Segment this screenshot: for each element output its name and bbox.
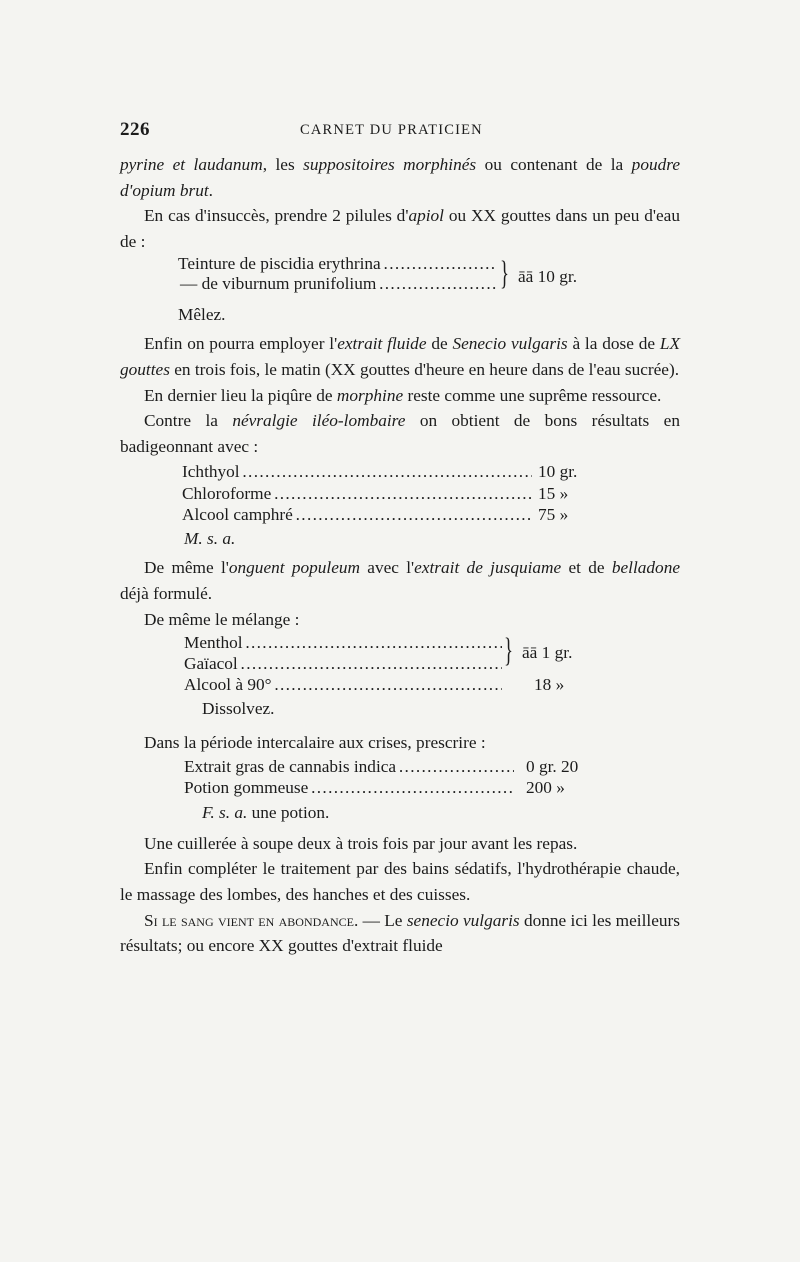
prescription-2	[182, 459, 632, 549]
rx1-line-1: Teinture de piscidia erythrina . . .	[178, 254, 496, 274]
rx4-item-name: Extrait gras de cannabis indica . . .	[184, 756, 514, 777]
rx3-line-1: Menthol . . .	[184, 632, 502, 653]
p11-small-caps-heading: Si le sang vient en abondance.	[144, 910, 359, 930]
rx2-item-dose: 10 gr.	[538, 462, 578, 482]
paragraph-3	[120, 331, 680, 382]
p1-text-d: ou contenant de la	[476, 155, 632, 174]
rx4-row	[184, 777, 644, 798]
p11-text-d: donne ici les meilleurs résultats; ou encore XX gouttes d'extrait fluide	[120, 910, 680, 956]
rx2-item-dose: 75 »	[538, 505, 569, 525]
rx3-brace: }	[504, 632, 513, 670]
p3-italic-d: Senecio vulgaris	[452, 334, 568, 354]
p10-text-a: Enfin compléter le traitement par des bains sédatifs, l'hydrothérapie chaude, le massage des lombes, des hanches et des cuisses.	[120, 859, 680, 904]
rx2-row	[182, 504, 632, 526]
p6-text-c: avec l'	[360, 558, 415, 578]
paragraph-4	[120, 383, 680, 409]
rx2-instruction	[182, 526, 632, 550]
p6-text-a: De même l'	[144, 558, 229, 578]
p3-text-e: à la dose de	[567, 334, 660, 354]
p2-italic-b: apiol	[408, 206, 444, 226]
rx2-item-dose: 15 »	[538, 483, 569, 503]
paragraph-8	[120, 730, 680, 756]
paragraph-5	[120, 408, 680, 459]
rx2-item-name: Alcool camphré . . .	[182, 504, 532, 526]
p11-italic-c: senecio vulgaris	[406, 910, 520, 930]
p3-text-a: Enfin on pourra employer l'	[144, 334, 338, 354]
rx3-line-3: Alcool à 90° . . .	[184, 674, 502, 695]
p11-text-b: — Le	[358, 910, 407, 930]
p4-italic-b: morphine	[336, 385, 404, 405]
p1-italic-e: poudre d'opium brut	[120, 155, 680, 200]
p1-text-b: , les	[262, 155, 304, 174]
paragraph-10	[120, 856, 680, 907]
p5-text-c: on obtient de bons résultats en badigeonnant avec :	[120, 411, 680, 456]
prescription-1	[178, 254, 578, 331]
rx1-dose: āā 10 gr.	[518, 267, 578, 287]
rx1-brace: }	[500, 255, 509, 293]
prescription-4	[184, 756, 644, 823]
rx2-instruction-text: M. s. a.	[184, 528, 236, 548]
rx2-row	[182, 483, 632, 505]
p6-italic-d: extrait de jusquiame	[414, 558, 562, 578]
rx2-row	[182, 461, 632, 483]
p3-text-g: en trois fois, le matin (XX gouttes d'heure en heure dans de l'eau sucrée).	[169, 359, 680, 379]
p4-text-a: En dernier lieu la piqûre de	[144, 385, 337, 405]
rx1-line-2-text: — de viburnum prunifolium	[180, 274, 377, 294]
p6-italic-f: belladone	[611, 558, 681, 578]
p6-text-g: déjà formulé.	[120, 583, 213, 603]
p2-text-a: En cas d'insuccès, prendre 2 pilules d'	[144, 206, 409, 226]
paragraph-6	[120, 555, 680, 606]
rx3-dose: āā 1 gr.	[522, 643, 573, 663]
p3-italic-f: LX gouttes	[120, 334, 681, 379]
page-body	[120, 152, 680, 959]
prescription-3	[184, 632, 624, 724]
rx3-line-2: Gaïacol . . .	[184, 653, 502, 674]
p3-text-c: de	[426, 334, 453, 354]
rx4-instruction	[184, 798, 644, 823]
p5-italic-b: névralgie iléo-lombaire	[232, 411, 406, 431]
rx4-item-name: Potion gommeuse . . .	[184, 777, 514, 798]
p7-text-a: De même le mélange :	[144, 609, 300, 629]
paragraph-1	[120, 152, 680, 203]
p1-text-f: .	[208, 180, 213, 200]
paragraph-2	[120, 203, 680, 254]
p5-text-a: Contre la	[144, 411, 233, 431]
p3-italic-b: extrait fluide	[337, 334, 427, 354]
page-number: 226	[120, 119, 150, 140]
rx1-line-2	[178, 274, 496, 294]
running-title: CARNET DU PRATICIEN	[300, 122, 483, 138]
rx3-instruction: Dissolvez.	[202, 699, 275, 719]
p9-text-a: Une cuillerée à soupe deux à trois fois par jour avant les repas.	[144, 833, 578, 853]
rx4-item-dose: 0 gr. 20	[526, 756, 579, 776]
rx4-row	[184, 756, 644, 777]
paragraph-7	[120, 607, 680, 633]
p6-italic-b: onguent populeum	[228, 558, 360, 578]
rx4-instruction-text: une potion.	[247, 802, 330, 822]
rx1-instruction: Mêlez.	[178, 305, 226, 325]
rx4-instruction-italic: F. s. a.	[202, 802, 248, 822]
p1-italic-a: pyrine et laudanum	[120, 155, 263, 174]
page-header	[120, 119, 690, 143]
p2-text-c: ou XX gouttes dans un peu d'eau de :	[120, 206, 680, 251]
rx2-item-name: Ichthyol . . .	[182, 461, 532, 483]
paragraph-9	[120, 831, 680, 857]
p6-text-e: et de	[561, 558, 612, 578]
p8-text-a: Dans la période intercalaire aux crises, prescrire :	[144, 733, 486, 753]
rx4-item-dose: 200 »	[526, 777, 565, 797]
rx3-line-3-dose: 18 »	[534, 675, 565, 695]
paragraph-11	[120, 908, 680, 959]
p4-text-c: reste comme une suprême ressource.	[403, 385, 662, 405]
rx2-item-name: Chloroforme . . .	[182, 483, 532, 505]
p1-italic-c: suppositoires morphinés	[303, 155, 477, 174]
